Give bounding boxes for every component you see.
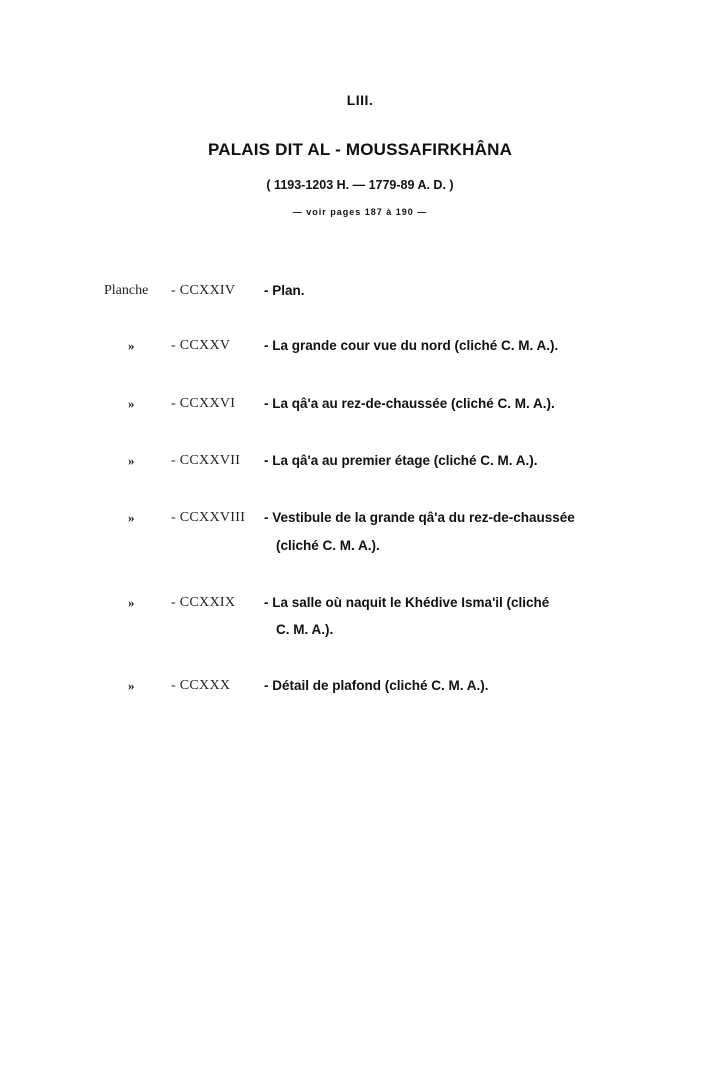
plate-number: - CCXXVI — [171, 396, 236, 411]
plate-number: - CCXXVII — [171, 453, 241, 468]
page-reference: — voir pages 187 à 190 — — [292, 207, 428, 217]
ditto-mark: » — [128, 510, 135, 525]
plate-number: - CCXXV — [171, 338, 231, 353]
plate-description: - Plan. — [264, 283, 305, 298]
plate-description: - La salle où naquit le Khédive Isma'il (cliché — [264, 595, 550, 610]
plate-entry — [0, 510, 720, 570]
plate-description-continuation: C. M. A.). — [276, 622, 334, 637]
plate-entry — [0, 283, 720, 323]
plate-description-continuation: (cliché C. M. A.). — [276, 538, 380, 553]
date-range: ( 1193-1203 H. — 1779-89 A. D. ) — [266, 178, 454, 192]
plate-number: - CCXXIX — [171, 595, 236, 610]
ditto-mark: » — [128, 595, 135, 610]
ditto-mark: » — [128, 338, 135, 353]
plate-description: - La qâ'a au premier étage (cliché C. M. A.). — [264, 453, 538, 468]
plate-description: - Vestibule de la grande qâ'a du rez-de-chaussée — [264, 510, 575, 525]
plate-entry — [0, 338, 720, 378]
ditto-mark: » — [128, 453, 135, 468]
plate-number: - CCXXVIII — [171, 510, 246, 525]
plate-description: - Détail de plafond (cliché C. M. A.). — [264, 678, 489, 693]
plate-number: - CCXXX — [171, 678, 231, 693]
section-number: LIII. — [346, 92, 374, 108]
plate-description: - La qâ'a au rez-de-chaussée (cliché C. M. A.). — [264, 396, 555, 411]
ditto-mark: » — [128, 678, 135, 693]
plate-entry — [0, 678, 720, 718]
plate-number: - CCXXIV — [171, 283, 236, 298]
plate-entry — [0, 595, 720, 655]
plate-description: - La grande cour vue du nord (cliché C. M. A.). — [264, 338, 559, 353]
page-title: PALAIS DIT AL - MOUSSAFIRKHÂNA — [207, 140, 513, 159]
plate-entry — [0, 453, 720, 493]
plate-entry — [0, 396, 720, 436]
plate-label: Planche — [104, 283, 149, 298]
ditto-mark: » — [128, 396, 135, 411]
